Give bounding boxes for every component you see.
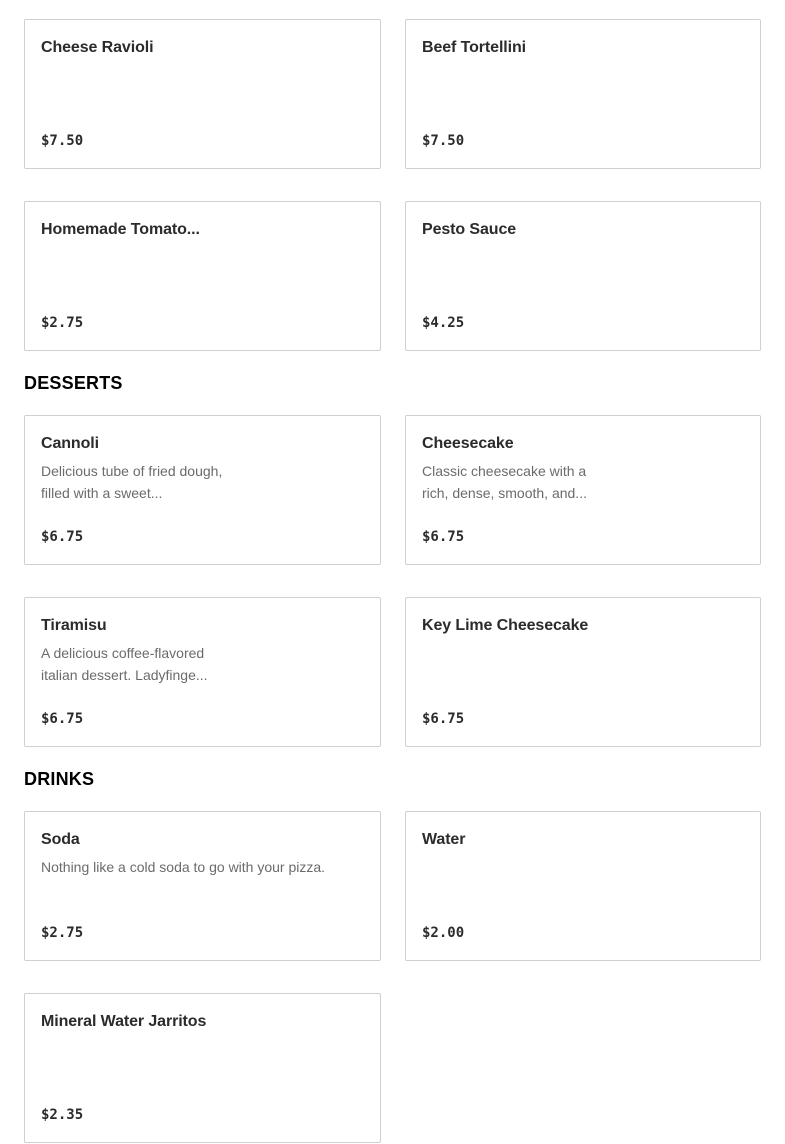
item-price: $2.35 [41,1107,84,1123]
item-name: Cannoli [41,435,99,452]
item-price: $6.75 [41,711,84,727]
menu-grid-desserts [24,415,761,747]
section-title-desserts: DESSERTS [24,372,123,393]
item-name: Cheese Ravioli [41,39,154,56]
item-price: $2.75 [41,925,84,941]
menu-item-card[interactable] [405,201,761,351]
menu-item-card[interactable] [24,19,381,169]
menu-item-card[interactable] [24,597,381,747]
item-description: Nothing like a cold soda to go with your pizza. [41,859,326,875]
menu-item-card[interactable] [24,415,381,565]
item-price: $2.75 [41,315,84,331]
menu-item-card[interactable] [405,19,761,169]
menu-page [24,19,761,1143]
menu-item-card[interactable] [405,597,761,747]
item-name: Tiramisu [41,617,107,634]
menu-item-card[interactable] [24,201,381,351]
menu-grid-drinks [24,811,761,1143]
item-price: $2.00 [422,925,465,941]
menu-item-card[interactable] [405,811,761,961]
item-name: Homemade Tomato... [41,221,200,238]
item-price: $7.50 [422,133,465,149]
menu-item-card[interactable] [24,811,381,961]
item-name: Water [422,831,466,848]
item-price: $4.25 [422,315,465,331]
item-description: Classic cheesecake with a rich, dense, smooth, and... [422,463,587,501]
item-name: Soda [41,831,80,848]
menu-grid-pasta [24,19,761,351]
item-description: A delicious coffee-flavored italian dessert. Ladyfinge... [41,645,208,683]
item-price: $6.75 [41,529,84,545]
item-price: $6.75 [422,711,465,727]
item-name: Cheesecake [422,435,514,452]
item-description: Delicious tube of fried dough, filled with a sweet... [41,463,223,501]
item-name: Pesto Sauce [422,221,517,238]
menu-item-card[interactable] [24,993,381,1143]
menu-item-card[interactable] [405,415,761,565]
item-name: Mineral Water Jarritos [41,1013,207,1030]
section-title-drinks: DRINKS [24,768,95,789]
item-name: Beef Tortellini [422,39,526,56]
item-price: $7.50 [41,133,84,149]
item-price: $6.75 [422,529,465,545]
item-name: Key Lime Cheesecake [422,617,589,634]
